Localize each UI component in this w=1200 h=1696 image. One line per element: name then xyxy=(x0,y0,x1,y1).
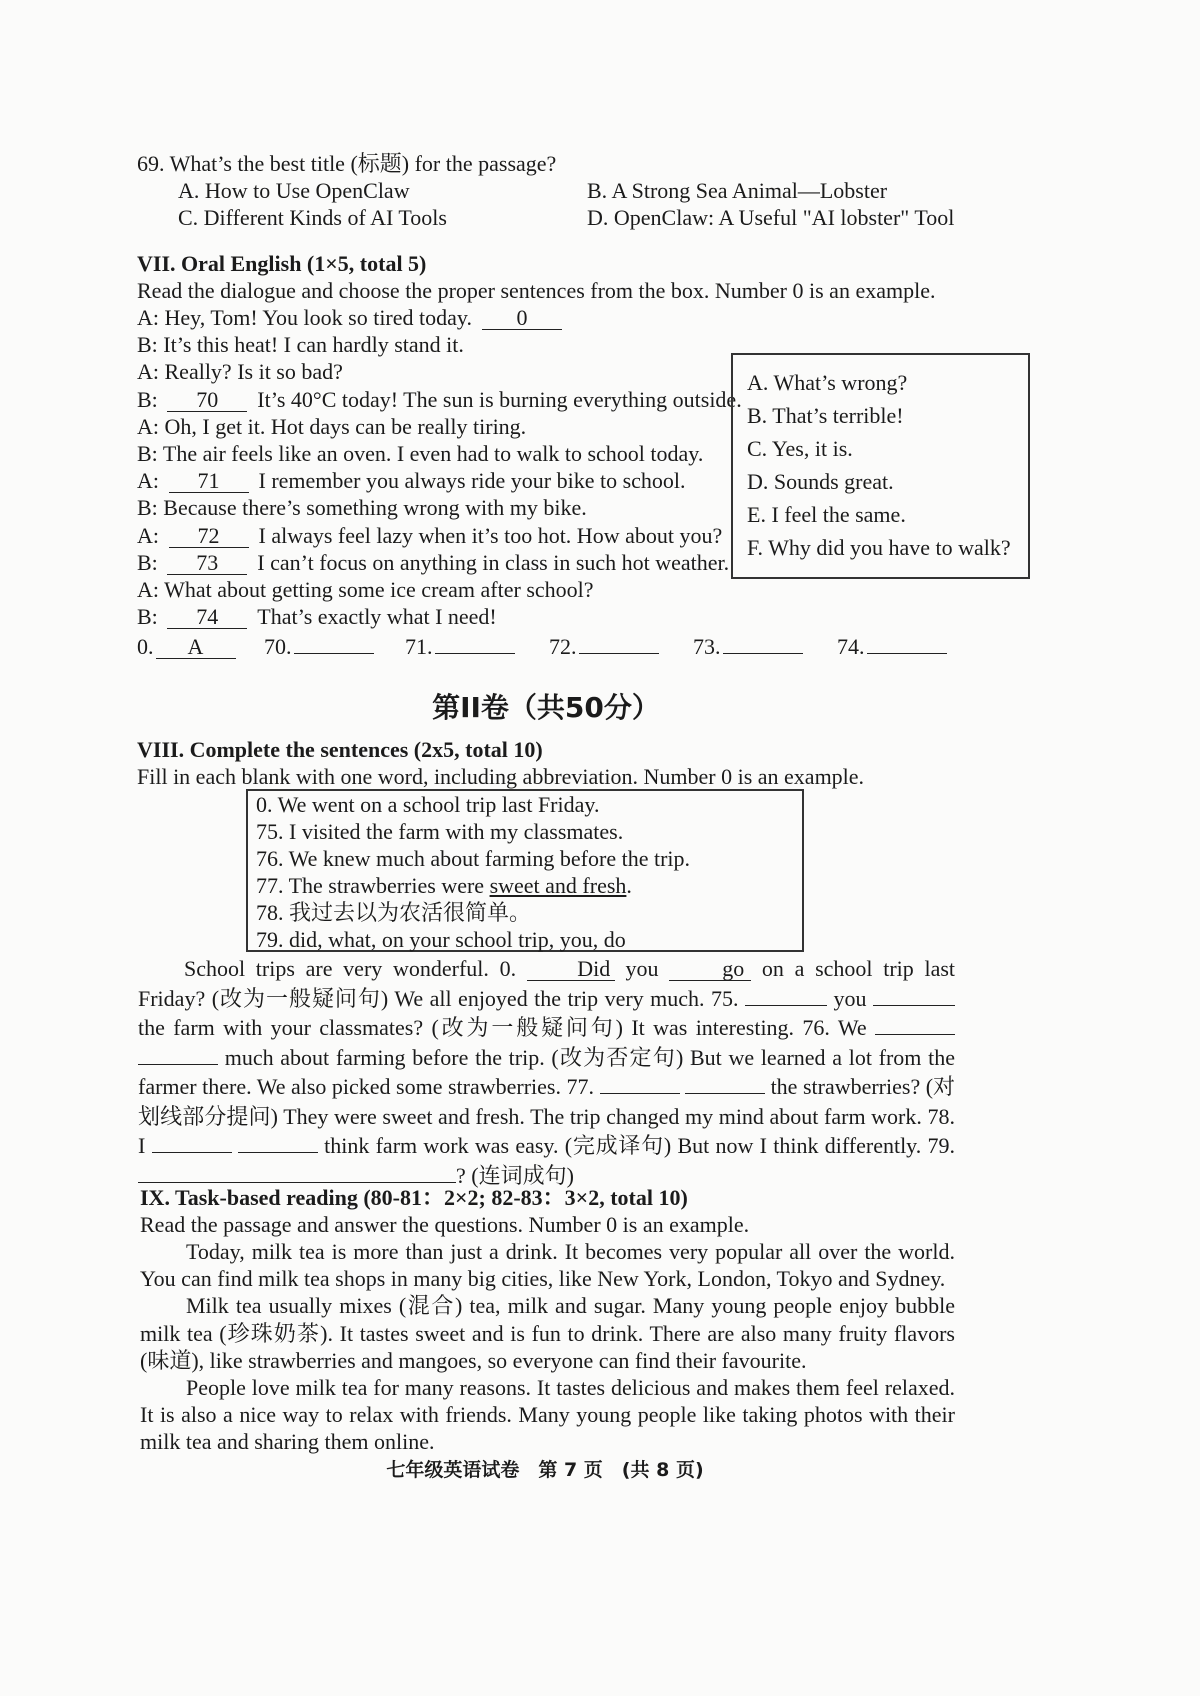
question-69-option-d: D. OpenClaw: A Useful "AI lobster" Tool xyxy=(587,205,955,230)
box-item-77-post: . xyxy=(626,873,632,898)
dialogue-speaker: A: xyxy=(137,468,165,494)
blank-78a[interactable] xyxy=(152,1152,232,1153)
dialogue-text: It’s 40°C today! The sun is burning everything outside. xyxy=(257,386,742,412)
passage-text: on a school trip last Friday? (改为一般疑问句) We all enjoyed the trip very much. 75. xyxy=(138,956,956,1011)
box-item-77 xyxy=(256,872,632,899)
box-item-75: 75. I visited the farm with my classmates. xyxy=(256,819,624,844)
dialogue-blank[interactable]: 0 xyxy=(482,307,562,330)
dialogue-speaker: B: xyxy=(137,386,164,412)
dialogue-line xyxy=(137,304,562,331)
dialogue-line xyxy=(137,603,497,630)
blank-75a[interactable] xyxy=(745,1005,827,1006)
answer-slot xyxy=(137,633,236,660)
box-item-77-underlined: sweet and fresh xyxy=(489,873,627,898)
passage-paragraph-3: People love milk tea for many reasons. It tastes delicious and makes them feel relaxed. It is also a nice way to relax with friends. Many young people like taking photos with their milk tea and sharing them online. xyxy=(140,1375,955,1455)
passage-text: ? (连词成句) xyxy=(456,1162,574,1188)
passage-paragraph-2: Milk tea usually mixes (混合) tea, milk and sugar. Many young people enjoy bubble milk tea (珍珠奶茶). It tastes sweet and is fun to drink. There are also many fruity flavors (味道), like strawberries and mangoes, so everyone can find their favourite. xyxy=(140,1293,955,1373)
dialogue-line xyxy=(137,549,729,576)
dialogue-blank[interactable]: 71 xyxy=(169,470,249,493)
blank-0b: go xyxy=(669,958,751,981)
dialogue-speaker: A: xyxy=(137,522,165,548)
passage-text: think farm work was easy. (完成译句) But now I think differently. 79. xyxy=(324,1133,956,1158)
answer-number: 70. xyxy=(264,634,292,659)
box-item-76: 76. We knew much about farming before the trip. xyxy=(256,846,691,871)
option-item: B. That’s terrible! xyxy=(747,403,904,428)
section-9-passage xyxy=(140,1238,955,1456)
answer-blank[interactable] xyxy=(435,653,515,654)
answer-number: 74. xyxy=(837,634,865,659)
answer-blank[interactable] xyxy=(867,653,947,654)
option-item: C. Yes, it is. xyxy=(747,436,853,461)
section-8-passage xyxy=(138,954,955,1190)
answer-slot xyxy=(549,633,659,660)
dialogue-line xyxy=(137,358,343,385)
section-9-heading: IX. Task-based reading (80-81：2×2; 82-83：3×2, total 10) xyxy=(140,1185,688,1210)
dialogue-blank[interactable]: 72 xyxy=(169,525,249,548)
dialogue-text: Really? Is it so bad? xyxy=(164,359,343,385)
section-8-instruction: Fill in each blank with one word, including abbreviation. Number 0 is an example. xyxy=(137,764,865,789)
dialogue-speaker: A: xyxy=(137,305,165,330)
section-9-instruction: Read the passage and answer the questions. Number 0 is an example. xyxy=(140,1212,750,1237)
answer-number: 71. xyxy=(405,634,433,659)
blank-78b[interactable] xyxy=(238,1152,318,1153)
dialogue-text: Oh, I get it. Hot days can be really tiring. xyxy=(164,413,527,439)
dialogue-blank[interactable]: 74 xyxy=(167,606,247,629)
option-item: A. What’s wrong? xyxy=(747,370,908,395)
passage-text: you xyxy=(833,985,867,1011)
blank-79[interactable] xyxy=(138,1182,456,1183)
dialogue-line xyxy=(137,522,722,549)
passage-text: you xyxy=(625,956,659,981)
option-item: F. Why did you have to walk? xyxy=(747,535,1011,560)
blank-77a[interactable] xyxy=(600,1093,680,1094)
box-item-78: 78. 我过去以为农活很简单。 xyxy=(256,900,532,925)
answer-number: 73. xyxy=(693,634,721,659)
box-item-79: 79. did, what, on your school trip, you, do xyxy=(256,927,626,952)
blank-75b[interactable] xyxy=(873,1005,955,1006)
question-69-option-c: C. Different Kinds of AI Tools xyxy=(178,205,447,230)
dialogue-text: Because there’s something wrong with my bike. xyxy=(163,495,587,521)
dialogue-line xyxy=(137,331,464,358)
passage-text: School trips are very wonderful. 0. xyxy=(184,956,517,981)
answer-slot xyxy=(837,633,947,660)
answer-slot xyxy=(405,633,515,660)
blank-0a: Did xyxy=(527,958,615,981)
dialogue-blank[interactable]: 70 xyxy=(167,389,247,412)
dialogue-speaker: B: xyxy=(137,604,164,630)
dialogue-text: I always feel lazy when it’s too hot. How about you? xyxy=(258,522,723,548)
section-7-instruction: Read the dialogue and choose the proper sentences from the box. Number 0 is an example. xyxy=(137,278,936,303)
blank-76a[interactable] xyxy=(875,1034,955,1035)
option-item: E. I feel the same. xyxy=(747,502,906,527)
page-footer: 七年级英语试卷 第 7 页 (共 8 页) xyxy=(386,1459,704,1481)
answer-blank[interactable] xyxy=(723,653,803,654)
dialogue-speaker: B: xyxy=(137,441,163,466)
blank-77b[interactable] xyxy=(685,1093,765,1094)
blank-76b[interactable] xyxy=(138,1064,218,1065)
answer-number: 72. xyxy=(549,634,577,659)
dialogue-speaker: A: xyxy=(137,577,165,602)
passage-text: much about farming before the trip. (改为否定句) But we learned a lot from the farmer there. We also picked some strawberries. 77. xyxy=(138,1044,955,1099)
dialogue-speaker: B: xyxy=(137,549,164,575)
part-2-title: 第II卷（共50分） xyxy=(432,691,660,724)
question-69-stem: 69. What’s the best title (标题) for the passage? xyxy=(137,151,557,176)
dialogue-speaker: A: xyxy=(137,359,165,385)
dialogue-text: I remember you always ride your bike to school. xyxy=(258,468,686,494)
dialogue-line xyxy=(137,494,587,521)
passage-text: the farm with your classmates? (改为一般疑问句) It was interesting. 76. We xyxy=(138,1015,867,1040)
dialogue-speaker: A: xyxy=(137,413,165,439)
dialogue-speaker: B: xyxy=(137,495,164,521)
dialogue-line xyxy=(137,576,594,603)
box-item-77-pre: 77. The strawberries were xyxy=(256,873,490,898)
dialogue-line xyxy=(137,386,742,413)
dialogue-text: Hey, Tom! You look so tired today. xyxy=(164,305,472,330)
answer-slot xyxy=(264,633,374,660)
answer-blank[interactable] xyxy=(294,653,374,654)
passage-paragraph-1: Today, milk tea is more than just a drink. It becomes very popular all over the world. You can find milk tea shops in many big cities, like New York, London, Tokyo and Sydney. xyxy=(140,1239,955,1292)
question-69-option-a: A. How to Use OpenClaw xyxy=(178,178,410,203)
options-box xyxy=(731,353,1030,579)
section-8-heading: VIII. Complete the sentences (2x5, total 10) xyxy=(137,737,543,762)
answer-blank[interactable] xyxy=(579,653,659,654)
dialogue-text: The air feels like an oven. I even had to walk to school today. xyxy=(162,441,704,466)
dialogue-line xyxy=(137,440,703,467)
passage-text: the strawberries? (对划线部分提问) They were sweet and fresh. The trip changed my mind about farm work. 78. I xyxy=(138,1074,956,1158)
answer-slot xyxy=(693,633,803,660)
dialogue-text: What about getting some ice cream after school? xyxy=(164,577,594,602)
dialogue-speaker: B: xyxy=(137,332,164,358)
dialogue-text: That’s exactly what I need! xyxy=(257,604,497,630)
question-69-option-b: B. A Strong Sea Animal—Lobster xyxy=(587,178,888,203)
answer-number: 0. xyxy=(137,634,154,659)
section-7-heading: VII. Oral English (1×5, total 5) xyxy=(137,251,427,276)
answer-blank[interactable]: A xyxy=(156,636,236,659)
option-item: D. Sounds great. xyxy=(747,469,894,494)
dialogue-line xyxy=(137,413,526,440)
sentences-box xyxy=(246,789,804,952)
dialogue-line xyxy=(137,467,686,494)
dialogue-blank[interactable]: 73 xyxy=(167,552,247,575)
dialogue-text: I can’t focus on anything in class in such hot weather. xyxy=(257,549,730,575)
dialogue-text: It’s this heat! I can hardly stand it. xyxy=(163,332,464,358)
box-item-0: 0. We went on a school trip last Friday. xyxy=(256,792,600,817)
